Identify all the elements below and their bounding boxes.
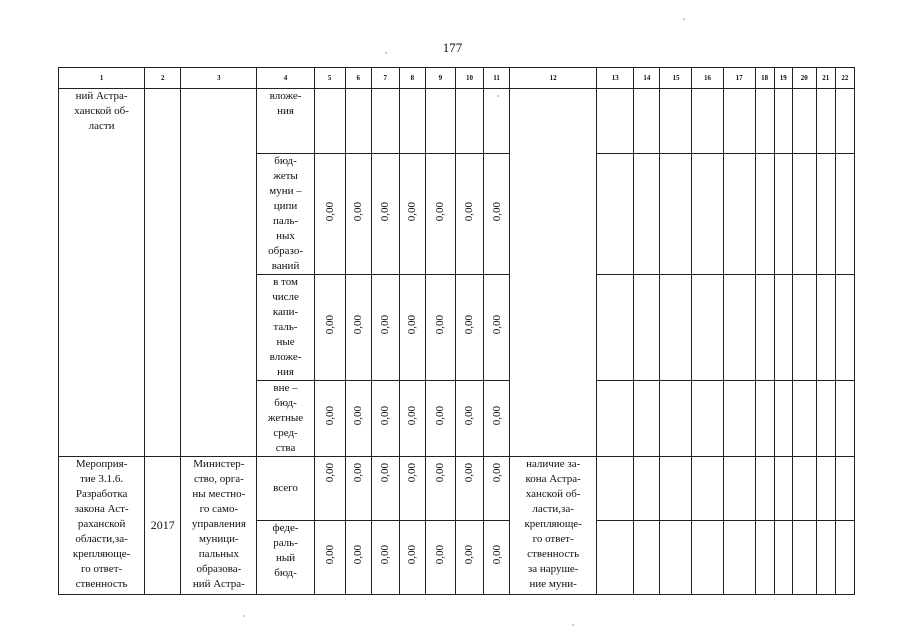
value-cell [483, 521, 509, 595]
funding-category-cell [257, 457, 314, 521]
value-cell [345, 89, 371, 154]
value-text: 0,00 [379, 201, 392, 222]
empty-cell [792, 89, 816, 154]
empty-cell [816, 275, 835, 381]
empty-cell [774, 154, 792, 275]
value-cell [345, 381, 371, 457]
scan-speck [497, 95, 499, 97]
funding-category-cell [257, 154, 314, 275]
empty-cell [692, 381, 723, 457]
empty-cell [692, 521, 723, 595]
empty-cell [792, 275, 816, 381]
value-text: 0,00 [434, 545, 447, 565]
empty-cell [597, 381, 634, 457]
column-header: 11 [483, 68, 509, 89]
value-cell [371, 457, 399, 521]
value-text: 0,00 [323, 545, 336, 565]
value-text: 0,00 [352, 315, 365, 335]
column-header: 17 [723, 68, 755, 89]
empty-cell [835, 154, 854, 275]
measure-name-cell [59, 89, 145, 457]
measure-name-text: Мероприя- тие 3.1.6. Разработка закона Аст- раханской области,за- крепляюще- го ответ- ственность [72, 458, 131, 590]
empty-cell [792, 521, 816, 595]
year-text: 2017 [150, 518, 175, 532]
value-cell [371, 89, 399, 154]
empty-cell [755, 381, 774, 457]
column-header: 13 [597, 68, 634, 89]
empty-cell [755, 521, 774, 595]
column-header: 3 [181, 68, 257, 89]
column-header: 2 [145, 68, 181, 89]
empty-cell [816, 521, 835, 595]
value-text: 0,00 [406, 545, 419, 565]
empty-cell [660, 275, 692, 381]
empty-cell [835, 521, 854, 595]
value-cell [483, 457, 509, 521]
value-text: 0,00 [463, 406, 476, 426]
value-text: 0,00 [352, 201, 365, 222]
column-header: 16 [692, 68, 723, 89]
empty-cell [597, 457, 634, 521]
value-cell [455, 521, 483, 595]
scan-speck [572, 624, 574, 626]
column-header: 14 [634, 68, 660, 89]
value-text: 0,00 [490, 463, 503, 483]
empty-cell [816, 457, 835, 521]
funding-category-text: феде- раль- ный бюд- [272, 522, 299, 579]
funding-category-cell [257, 89, 314, 154]
value-text: 0,00 [490, 406, 503, 426]
value-cell [345, 457, 371, 521]
empty-cell [597, 275, 634, 381]
value-cell [425, 381, 455, 457]
indicator-cell [510, 89, 597, 457]
value-cell [314, 275, 345, 381]
value-text: 0,00 [406, 315, 419, 335]
value-cell [425, 154, 455, 275]
value-text: 0,00 [323, 201, 336, 222]
value-cell [483, 275, 509, 381]
column-header: 21 [816, 68, 835, 89]
value-cell [399, 457, 425, 521]
value-cell [399, 89, 425, 154]
column-header: 15 [660, 68, 692, 89]
empty-cell [835, 457, 854, 521]
empty-cell [660, 457, 692, 521]
funding-category-cell [257, 521, 314, 595]
value-text: 0,00 [323, 315, 336, 335]
column-header: 10 [455, 68, 483, 89]
value-cell [399, 275, 425, 381]
empty-cell [692, 275, 723, 381]
scan-speck [683, 18, 685, 20]
empty-cell [597, 89, 634, 154]
budget-table [58, 67, 855, 595]
measure-name-cell [59, 457, 145, 595]
value-cell [314, 154, 345, 275]
value-text: 0,00 [463, 545, 476, 565]
value-cell [371, 381, 399, 457]
empty-cell [755, 154, 774, 275]
value-cell [314, 521, 345, 595]
executor-cell [181, 89, 257, 457]
column-header: 12 [510, 68, 597, 89]
value-cell [314, 381, 345, 457]
empty-cell [816, 154, 835, 275]
column-header: 6 [345, 68, 371, 89]
column-header: 8 [399, 68, 425, 89]
empty-cell [723, 381, 755, 457]
empty-cell [792, 457, 816, 521]
table-row [59, 457, 855, 521]
empty-cell [835, 275, 854, 381]
year-cell [145, 89, 181, 457]
column-header: 22 [835, 68, 854, 89]
empty-cell [755, 89, 774, 154]
value-cell [399, 381, 425, 457]
column-header: 4 [257, 68, 314, 89]
value-cell [314, 89, 345, 154]
value-text: 0,00 [463, 201, 476, 222]
empty-cell [774, 521, 792, 595]
value-text: 0,00 [352, 406, 365, 426]
indicator-text: наличие за- кона Астра- ханской об- ласти,за- крепляюще- го ответ- ственность за наруше- ние муни- [524, 458, 582, 590]
empty-cell [792, 381, 816, 457]
value-cell [345, 275, 371, 381]
empty-cell [792, 154, 816, 275]
value-cell [455, 457, 483, 521]
empty-cell [755, 457, 774, 521]
value-text: 0,00 [434, 201, 447, 222]
empty-cell [634, 275, 660, 381]
empty-cell [835, 381, 854, 457]
empty-cell [660, 521, 692, 595]
value-text: 0,00 [352, 463, 365, 483]
value-text: 0,00 [323, 406, 336, 426]
value-cell [345, 154, 371, 275]
value-cell [455, 154, 483, 275]
executor-text: Министер- ство, орга- ны местно- го само- управления муници- пальных образова- ний Астра- [191, 458, 246, 590]
empty-cell [835, 89, 854, 154]
executor-cell [181, 457, 257, 595]
empty-cell [692, 154, 723, 275]
column-header: 7 [371, 68, 399, 89]
value-text: 0,00 [352, 545, 365, 565]
value-text: 0,00 [490, 315, 503, 335]
column-header: 18 [755, 68, 774, 89]
value-cell [483, 89, 509, 154]
value-cell [371, 521, 399, 595]
empty-cell [774, 89, 792, 154]
value-cell [455, 89, 483, 154]
value-cell [399, 154, 425, 275]
empty-cell [634, 89, 660, 154]
value-text: 0,00 [490, 545, 503, 565]
empty-cell [723, 89, 755, 154]
value-text: 0,00 [463, 315, 476, 335]
column-header: 1 [59, 68, 145, 89]
value-cell [314, 457, 345, 521]
funding-category-text: бюд- жеты муни – ципи паль- ных образо- ваний [268, 155, 303, 272]
value-text: 0,00 [434, 406, 447, 426]
value-text: 0,00 [406, 201, 419, 222]
empty-cell [660, 381, 692, 457]
column-header: 9 [425, 68, 455, 89]
value-cell [425, 521, 455, 595]
year-cell [145, 457, 181, 595]
value-cell [371, 275, 399, 381]
value-text: 0,00 [379, 463, 392, 483]
value-text: 0,00 [434, 315, 447, 335]
funding-category-text: вложе- ния [269, 90, 302, 117]
value-cell [425, 275, 455, 381]
value-text: 0,00 [463, 463, 476, 483]
value-text: 0,00 [379, 545, 392, 565]
indicator-cell [510, 457, 597, 595]
empty-cell [723, 154, 755, 275]
empty-cell [816, 89, 835, 154]
value-cell [455, 381, 483, 457]
page-number: 177 [442, 40, 463, 55]
funding-category-cell [257, 275, 314, 381]
empty-cell [723, 457, 755, 521]
empty-cell [597, 521, 634, 595]
empty-cell [634, 521, 660, 595]
empty-cell [634, 381, 660, 457]
value-text: 0,00 [379, 406, 392, 426]
value-text: 0,00 [379, 315, 392, 335]
empty-cell [692, 457, 723, 521]
column-header: 20 [792, 68, 816, 89]
value-cell [399, 521, 425, 595]
empty-cell [755, 275, 774, 381]
funding-category-text: всего [273, 482, 298, 494]
measure-name-text: ний Астра- ханской об- ласти [74, 90, 129, 132]
value-text: 0,00 [490, 201, 503, 222]
funding-category-cell [257, 381, 314, 457]
column-header: 5 [314, 68, 345, 89]
funding-category-text: вне – бюд- жетные сред- ства [267, 382, 304, 454]
value-cell [371, 154, 399, 275]
column-header: 19 [774, 68, 792, 89]
empty-cell [774, 275, 792, 381]
empty-cell [816, 381, 835, 457]
empty-cell [660, 154, 692, 275]
value-cell [455, 275, 483, 381]
empty-cell [634, 154, 660, 275]
value-cell [425, 89, 455, 154]
value-text: 0,00 [323, 463, 336, 483]
empty-cell [774, 457, 792, 521]
table-row [59, 89, 855, 154]
empty-cell [774, 381, 792, 457]
value-text: 0,00 [434, 463, 447, 483]
value-text: 0,00 [406, 463, 419, 483]
funding-category-text: в том числе капи- таль- ные вложе- ния [269, 276, 302, 378]
value-cell [345, 521, 371, 595]
value-cell [483, 154, 509, 275]
empty-cell [723, 521, 755, 595]
empty-cell [723, 275, 755, 381]
empty-cell [660, 89, 692, 154]
value-cell [483, 381, 509, 457]
scan-speck [385, 52, 387, 54]
scan-speck [243, 615, 245, 617]
header-row [59, 68, 855, 89]
empty-cell [597, 154, 634, 275]
value-cell [425, 457, 455, 521]
empty-cell [634, 457, 660, 521]
empty-cell [692, 89, 723, 154]
value-text: 0,00 [406, 406, 419, 426]
